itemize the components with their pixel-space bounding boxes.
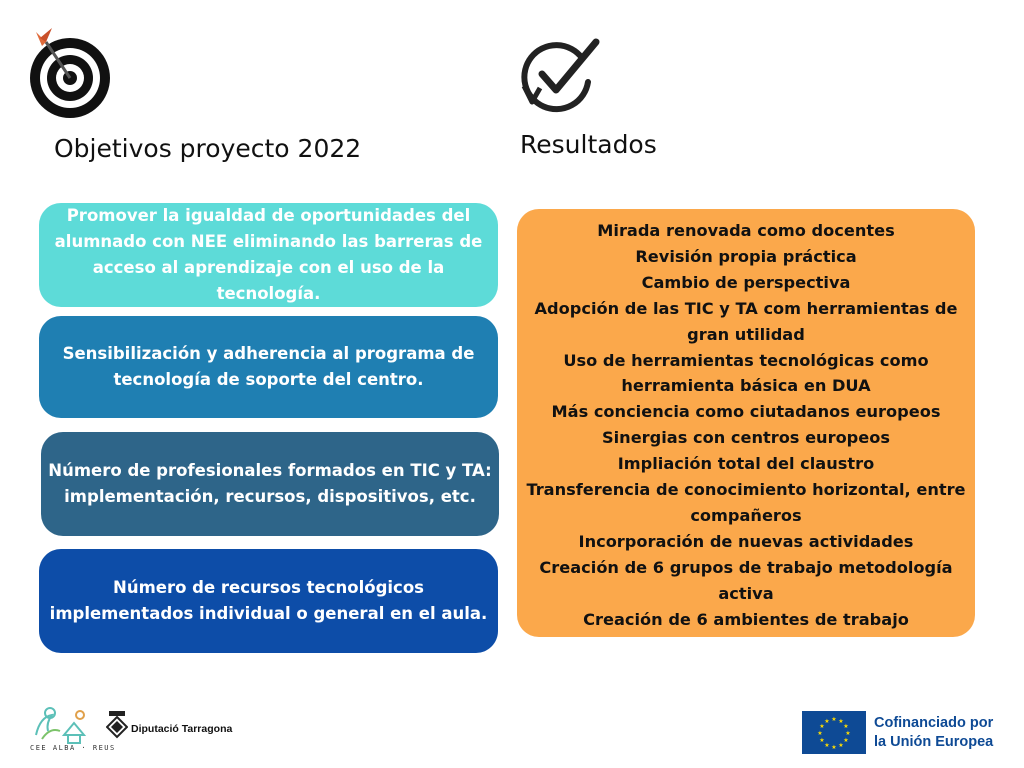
svg-text:★: ★ (838, 718, 844, 725)
result-item: Incorporación de nuevas actividades (578, 531, 914, 551)
objective-box-1 (39, 203, 498, 307)
result-item: Creación de 6 grupos de trabajo metodología activa (539, 557, 953, 603)
target-icon (28, 28, 116, 120)
svg-text:★: ★ (819, 737, 825, 744)
cee-alba-logo (30, 705, 90, 747)
svg-text:★: ★ (824, 742, 830, 749)
svg-text:★: ★ (845, 730, 851, 737)
objective-text: Número de profesionales formados en TIC y TA: implementación, recursos, dispositivos, etc. (48, 461, 492, 506)
objective-box-3 (41, 432, 499, 536)
diputacio-text: Diputació Tarragona (131, 723, 233, 735)
eu-text-line-2: la Unión Europea (874, 734, 994, 750)
cee-alba-text: CEE ALBA · REUS (30, 744, 116, 752)
results-list (521, 218, 971, 633)
results-box (517, 209, 975, 637)
objectives-title: Objetivos proyecto 2022 (54, 134, 362, 163)
objective-box-4 (39, 549, 498, 653)
eu-cofinancing-text (874, 714, 993, 752)
eu-text-line-1: Cofinanciado por (874, 715, 994, 731)
objective-text: Número de recursos tecnológicos implementados individual o general en el aula. (49, 578, 488, 623)
result-item: Cambio de perspectiva (641, 272, 851, 292)
objective-text: Promover la igualdad de oportunidades del alumnado con NEE eliminando las barreras de acceso al aprendizaje con el uso de la tecnología. (54, 206, 483, 303)
svg-text:★: ★ (824, 718, 830, 725)
svg-text:★: ★ (817, 730, 823, 737)
result-item: Transferencia de conocimiento horizontal, entre compañeros (526, 480, 966, 525)
diputacio-shield-icon (106, 711, 128, 741)
svg-text:★: ★ (843, 723, 849, 730)
svg-text:★: ★ (819, 723, 825, 730)
svg-text:★: ★ (831, 716, 837, 723)
result-item: Más conciencia como ciutadanos europeos (551, 402, 941, 422)
svg-text:★: ★ (831, 744, 837, 751)
svg-text:★: ★ (843, 737, 849, 744)
check-icon (520, 36, 604, 114)
svg-text:★: ★ (838, 742, 844, 749)
objective-box-2 (39, 316, 498, 418)
result-item: Creación de 6 ambientes de trabajo (583, 609, 909, 629)
result-item: Sinergias con centros europeos (601, 428, 891, 448)
eu-flag-icon (802, 711, 866, 754)
result-item: Uso de herramientas tecnológicas como herramienta básica en DUA (563, 350, 929, 396)
result-item: Impliación total del claustro (617, 454, 875, 474)
results-title: Resultados (520, 130, 657, 159)
result-item: Adopción de las TIC y TA com herramientas de gran utilidad (534, 298, 958, 344)
result-item: Revisión propia práctica (635, 246, 857, 266)
result-item: Mirada renovada como docentes (597, 221, 895, 240)
objective-text: Sensibilización y adherencia al programa de tecnología de soporte del centro. (62, 344, 475, 389)
